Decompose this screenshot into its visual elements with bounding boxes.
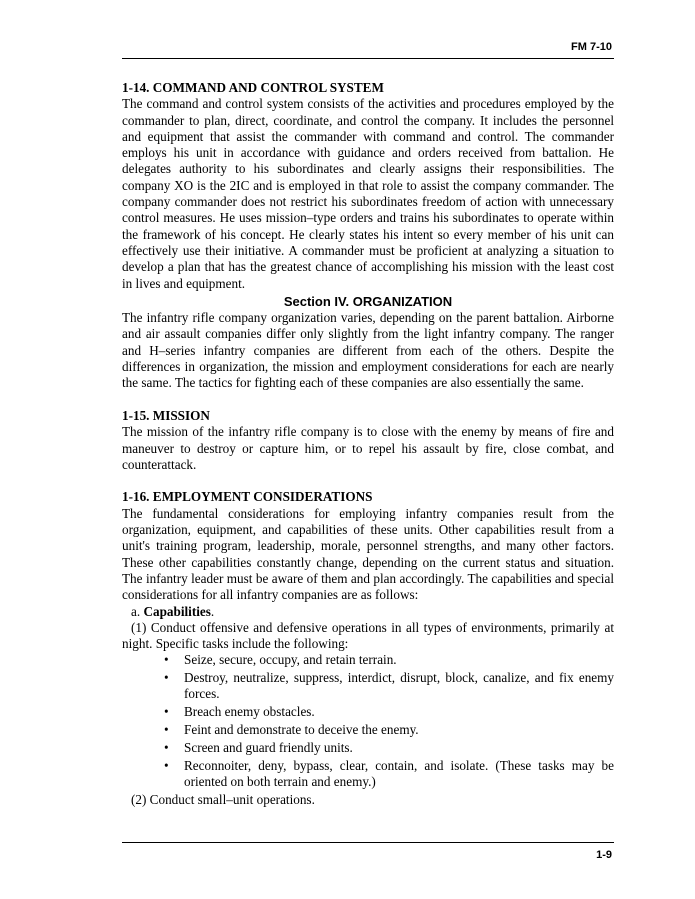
section-heading-1-16: 1-16. EMPLOYMENT CONSIDERATIONS (122, 489, 373, 505)
page-number: 1-9 (596, 849, 612, 861)
section-iv-heading: Section IV. ORGANIZATION (283, 293, 453, 309)
task-list (122, 652, 614, 790)
page-footer (122, 842, 614, 861)
paragraph-1-14: The command and control system consists of the activities and procedures employed by the commander to plan, direct, coordinate, and control the company. It includes the personnel and equipment that assist the commander with command and control. The commander employs his unit in accordance with guidance and orders received from battalion. He delegates authority to his subordinates and clearly assigns their responsibilities. The company XO is the 2IC and is employed in that role to assist the company commander. The company commander does not restrict his subordinates freedom of action with unnecessary control measures. He uses mission–type orders and trains his subordinates to operate within the framework of his concept. He clearly states his intent so every member of his unit can effectively use their initiative. A commander must be proficient at analyzing a situation to develop a plan that has the greatest chance of accomplishing his mission with the least cost in lives and equipment. (122, 96, 614, 291)
bullet-icon: • (164, 722, 169, 738)
bullet-icon: • (164, 757, 169, 773)
bullet-icon: • (164, 739, 169, 755)
paragraph-1-15: The mission of the infantry rifle company is to close with the enemy by means of fire and maneuver to destroy or capture him, or to repel his assault by fire, close combat, and counterattack. (122, 424, 614, 472)
bullet-icon: • (164, 670, 169, 686)
sub-a-label: a. (131, 603, 141, 619)
doc-id: FM 7-10 (571, 41, 612, 53)
section-heading-1-15: 1-15. MISSION (122, 407, 210, 423)
item-2: (2) Conduct small–unit operations. (131, 791, 315, 807)
list-item: • Breach enemy obstacles. (164, 704, 315, 720)
page-content (122, 80, 614, 808)
list-item: • Reconnoiter, deny, bypass, clear, contain, and isolate. (These tasks may be oriented on both terrain and enemy.) (164, 757, 614, 789)
sub-a-period: . (210, 603, 215, 619)
list-item: • Destroy, neutralize, suppress, interdict, disrupt, block, canalize, and fix enemy forces. (164, 670, 614, 702)
subparagraph-a (122, 604, 614, 620)
list-item: • Seize, secure, occupy, and retain terrain. (164, 652, 397, 668)
paragraph-1-16: The fundamental considerations for employing infantry companies result from the organization, equipment, and capabilities of these units. Other capabilities result from a unit's training program, leadership, morale, personnel strengths, and many other factors. These other capabilities constantly change, depending on the current status and situation. The infantry leader must be aware of them and plan accordingly. The capabilities and special considerations for all infantry companies are as follows: (122, 505, 614, 603)
list-item: • Screen and guard friendly units. (164, 739, 353, 755)
item-1: (1) Conduct offensive and defensive operations in all types of environments, primarily at night. Specific tasks include the following: (122, 619, 614, 652)
bullet-icon: • (164, 652, 169, 668)
paragraph-section-iv: The infantry rifle company organization varies, depending on the parent battalion. Airborne and air assault companies differ only slightly from the light infantry company. The ranger and H–series infantry companies are different from each of the others. Despite the differences in organization, the mission and employment considerations for each are nearly the same. The tactics for fighting each of these companies are also essentially the same. (122, 310, 614, 391)
page-header (122, 38, 614, 59)
list-item: • Feint and demonstrate to deceive the enemy. (164, 722, 419, 738)
sub-a-title: Capabilities (143, 603, 211, 619)
section-heading-1-14: 1-14. COMMAND AND CONTROL SYSTEM (122, 80, 384, 95)
bullet-icon: • (164, 704, 169, 720)
